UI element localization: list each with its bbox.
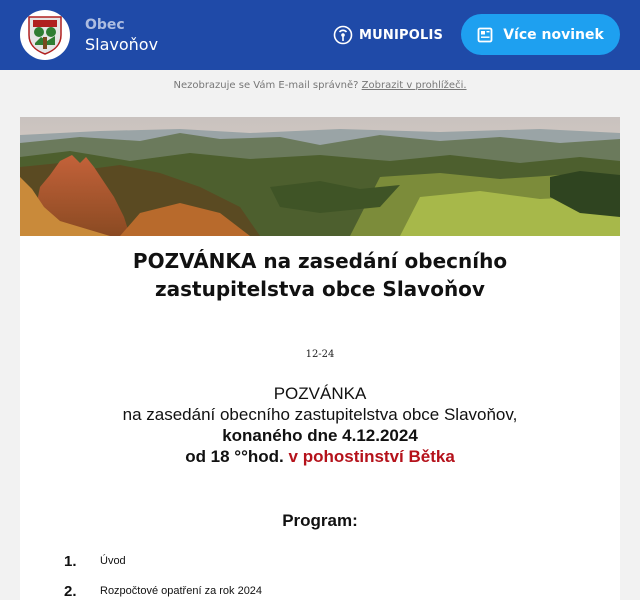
header-bar [0,0,640,70]
coat-of-arms-icon [27,15,63,55]
agenda-text: Rozpočtové opatření za rok 2024 [100,585,263,597]
invitation-time: od 18 °°hod. [185,447,284,466]
headline-line-2: zastupitelstva obce Slavoňov [155,277,485,301]
agenda-number: 2. [64,582,77,600]
invitation-date: konaného dne 4.12.2024 [222,426,418,445]
invitation-time-place [20,446,620,467]
newspaper-icon [477,27,493,43]
invitation-subject: na zasedání obecního zastupitelstva obce Slavoňov, [122,405,518,424]
view-in-browser-link[interactable]: Zobrazit v prohlížeči. [361,80,467,91]
program-heading: Program: [282,511,358,530]
org-name-label: Slavoňov [85,35,159,54]
article-headline [20,247,620,303]
org-type-label: Obec [85,17,125,33]
display-notice [0,80,640,91]
agenda-text: Úvod [100,555,126,567]
munipolis-logo[interactable] [333,24,443,46]
invitation-title: POZVÁNKA [273,384,367,403]
munipolis-brand-text: MUNIPOLIS [359,27,444,43]
article-card [20,117,620,600]
more-news-label: Více novinek [503,26,604,43]
reference-number: 12-24 [305,349,335,360]
agenda-item [64,581,262,600]
municipality-crest-logo[interactable] [20,10,70,60]
more-news-button[interactable] [461,14,620,55]
agenda-number: 1. [64,552,77,570]
broadcast-icon [333,25,353,45]
display-notice-text: Nezobrazuje se Vám E-mail správně? [173,80,359,91]
invitation-venue: v pohostinství Bětka [288,447,455,466]
agenda-item [64,551,126,571]
landscape-banner-image [20,117,620,236]
invitation-block [20,383,620,467]
headline-line-1: POZVÁNKA na zasedání obecního [132,249,508,273]
